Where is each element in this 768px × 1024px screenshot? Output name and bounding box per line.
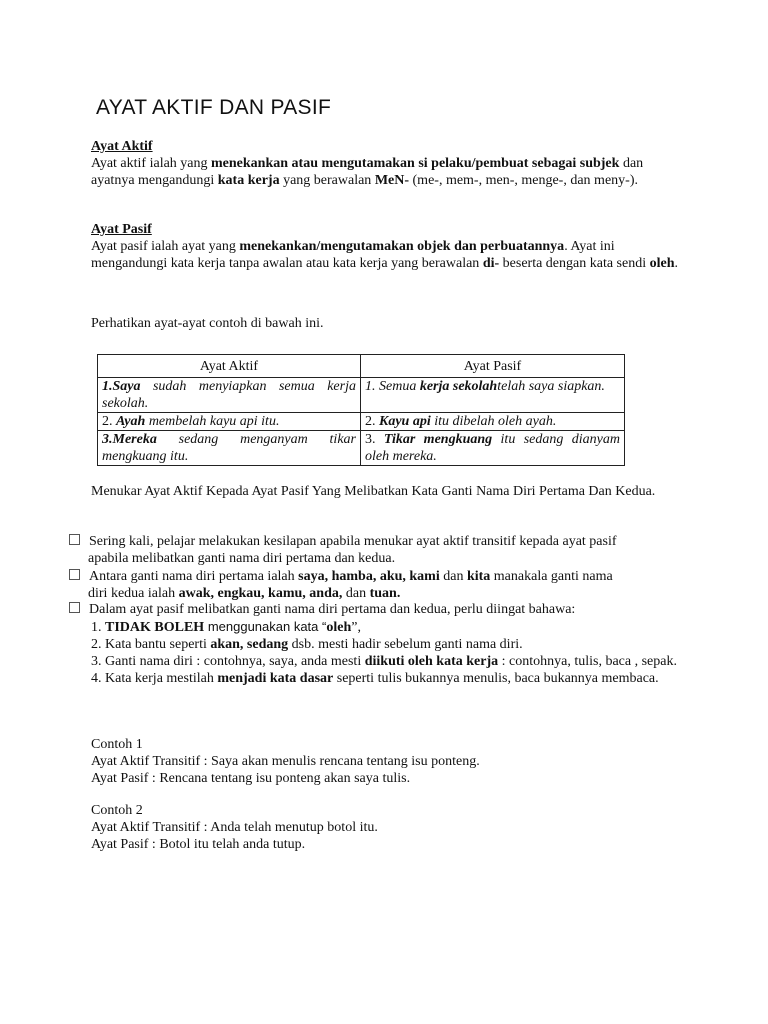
text: sedang menganyam tikar mengkuang itu. (102, 432, 356, 464)
text: yang berawalan (279, 173, 375, 188)
text: dan (439, 569, 467, 584)
text: dan (342, 586, 370, 601)
text: telah saya siapkan. (497, 379, 605, 394)
definition-ayat-aktif (91, 155, 681, 189)
cell-pasif (361, 431, 625, 466)
table-row (98, 378, 625, 413)
text: 3. (365, 432, 384, 447)
bold-text: 3.Mereka (102, 432, 157, 447)
bold-text: Tikar mengkuang (383, 432, 493, 447)
cell-pasif (361, 378, 625, 413)
bold-text: kata kerja (217, 173, 280, 188)
bullet-item (69, 601, 689, 618)
comparison-table (97, 354, 625, 466)
text: dan ayatnya mengandungi (91, 156, 644, 188)
bold-text: Ayah (116, 414, 146, 429)
document-title: AYAT AKTIF DAN PASIF (96, 96, 332, 119)
rule-item (91, 636, 681, 653)
column-header-aktif: Ayat Aktif (98, 355, 361, 378)
bullet-text: Dalam ayat pasif melibatkan ganti nama diri pertama dan kedua, perlu diingat bahawa: (89, 602, 576, 617)
cell-aktif (98, 413, 361, 431)
bold-text: MeN- (374, 173, 410, 188)
text: itu dibelah oleh ayah. (430, 414, 557, 429)
text: . Ayat ini mengandungi kata kerja tanpa awalan atau kata kerja yang berawalan (91, 239, 615, 271)
section-ayat-pasif (91, 221, 681, 272)
bullet-text: Sering kali, pelajar melakukan kesilapan apabila menukar ayat aktif transitif kepada ayat pasif (89, 534, 617, 549)
section-title: Menukar Ayat Aktif Kepada Ayat Pasif Yang Melibatkan Kata Ganti Nama Diri Pertama Dan Kedua. (91, 484, 656, 499)
table-row (98, 413, 625, 431)
cell-pasif (361, 413, 625, 431)
text: 3. Ganti nama diri : contohnya, saya, anda mesti (91, 654, 365, 669)
text: 4. Kata kerja mestilah (91, 671, 218, 686)
text: seperti tulis bukannya menulis, baca bukannya membaca. (333, 671, 659, 686)
text: manakala ganti nama (490, 569, 613, 584)
bold-text: Kayu api (379, 414, 431, 429)
heading-ayat-aktif: Ayat Aktif (91, 139, 153, 154)
table-row (98, 431, 625, 466)
text: 2. (102, 414, 116, 429)
rules-list (91, 618, 681, 687)
example-aktif: Ayat Aktif Transitif : Saya akan menulis rencana tentang isu ponteng. (91, 754, 480, 769)
text: (me-, mem-, men-, menge-, dan meny-). (409, 173, 638, 188)
example-2 (91, 802, 681, 853)
cell-aktif (98, 378, 361, 413)
example-label: Contoh 1 (91, 737, 143, 752)
bold-text: awak, engkau, kamu, anda, (178, 586, 343, 601)
table-header-row (98, 355, 625, 378)
text: : contohnya, tulis, baca , sepak. (498, 654, 677, 669)
section-ayat-aktif (91, 138, 681, 189)
example-aktif: Ayat Aktif Transitif : Anda telah menutup botol itu. (91, 820, 378, 835)
cell-aktif (98, 431, 361, 466)
bullet-item (69, 568, 689, 602)
text: 2. (365, 414, 379, 429)
bold-text: diikuti oleh kata kerja (364, 654, 499, 669)
column-header-pasif: Ayat Pasif (361, 355, 625, 378)
example-pasif: Ayat Pasif : Botol itu telah anda tutup. (91, 837, 306, 852)
checkbox-bullet-icon (69, 602, 80, 613)
text: 2. Kata bantu seperti (91, 637, 211, 652)
bold-text: saya, hamba, aku, kami (298, 569, 440, 584)
definition-ayat-pasif (91, 238, 681, 272)
bold-text: oleh (326, 620, 352, 635)
text: membelah kayu api itu. (145, 414, 280, 429)
bullet-text: apabila melibatkan ganti nama diri pertama dan kedua. (88, 551, 396, 566)
bold-text: menekankan atau mengutamakan si pelaku/pembuat sebagai subjek (211, 156, 620, 171)
bold-text: TIDAK BOLEH (105, 620, 205, 635)
bullet-item (69, 533, 689, 567)
rule-item (91, 653, 681, 670)
bold-text: kita (466, 569, 491, 584)
text: itu sedang dianyam oleh mereka. (365, 432, 620, 464)
heading-ayat-pasif: Ayat Pasif (91, 222, 152, 237)
text: beserta dengan kata sendi (499, 256, 650, 271)
bold-text: menekankan/mengutamakan objek dan perbuatannya (239, 239, 565, 254)
text: Antara ganti nama diri pertama ialah (89, 569, 299, 584)
rule-item (91, 670, 681, 687)
text: 1. (365, 379, 379, 394)
text: diri kedua ialah (88, 586, 179, 601)
text: Ayat pasif ialah ayat yang (91, 239, 240, 254)
bold-text: menjadi kata dasar (217, 671, 334, 686)
text: ”, (351, 620, 361, 635)
rule-item (91, 618, 681, 636)
bold-text: tuan. (369, 586, 401, 601)
checkbox-bullet-icon (69, 534, 80, 545)
example-label: Contoh 2 (91, 803, 143, 818)
bullet-continuation (69, 585, 689, 602)
text: sudah menyiapkan semua kerja sekolah. (102, 379, 356, 411)
intro-text: Perhatikan ayat-ayat contoh di bawah ini. (91, 316, 324, 331)
text: 1. (91, 620, 105, 635)
bold-text: akan, sedang (210, 637, 289, 652)
text: Semua (379, 379, 420, 394)
bold-text: kerja sekolah (419, 379, 498, 394)
checkbox-bullet-icon (69, 569, 80, 580)
text: menggunakan kata “ (204, 619, 327, 634)
text: . (674, 256, 678, 271)
bold-text: 1.Saya (102, 379, 141, 394)
bold-text: oleh (649, 256, 675, 271)
text: Ayat aktif ialah yang (91, 156, 212, 171)
text: dsb. mesti hadir sebelum ganti nama diri. (288, 637, 523, 652)
example-1 (91, 736, 681, 787)
bold-text: di- (482, 256, 500, 271)
example-pasif: Ayat Pasif : Rencana tentang isu ponteng akan saya tulis. (91, 771, 411, 786)
